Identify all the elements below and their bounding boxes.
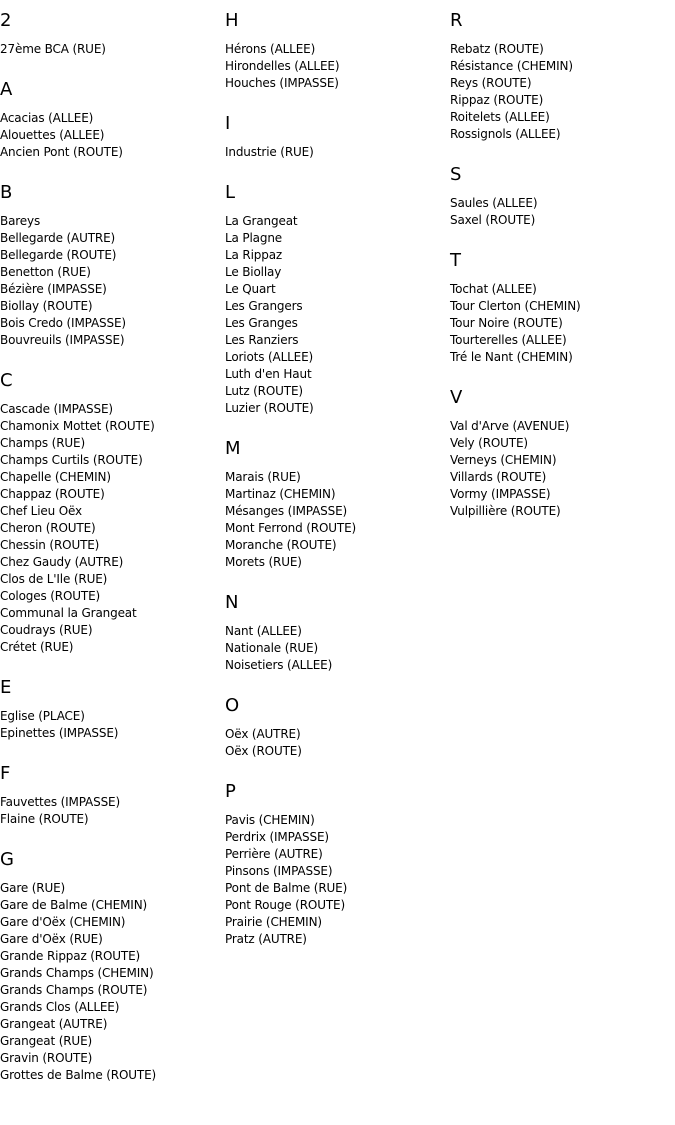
section-letter-heading: M	[225, 438, 241, 459]
street-list	[0, 110, 225, 161]
street-list	[0, 794, 225, 828]
street-list-item: Gare d'Oëx (RUE)	[0, 932, 103, 946]
street-list-item: Les Ranziers	[225, 333, 299, 347]
street-list-item: La Plagne	[225, 231, 283, 245]
section-letter-heading: I	[225, 113, 231, 134]
street-list-item: Vormy (IMPASSE)	[450, 487, 551, 501]
street-list	[225, 213, 450, 417]
street-list-item: Tour Noire (ROUTE)	[450, 316, 563, 330]
letter-section	[0, 763, 225, 828]
street-list-item: Loriots (ALLEE)	[225, 350, 314, 364]
letter-section	[225, 182, 450, 417]
street-list-item: Gravin (ROUTE)	[0, 1051, 93, 1065]
section-letter-heading: E	[0, 677, 12, 698]
street-list-item: Cheron (ROUTE)	[0, 521, 96, 535]
street-list-item: Pont de Balme (RUE)	[225, 881, 348, 895]
letter-section	[450, 164, 675, 229]
street-list-item: Fauvettes (IMPASSE)	[0, 795, 121, 809]
street-list-item: Perdrix (IMPASSE)	[225, 830, 329, 844]
street-list-item: Marais (RUE)	[225, 470, 301, 484]
street-list	[450, 281, 675, 366]
street-list	[225, 623, 450, 674]
street-list-item: Grands Clos (ALLEE)	[0, 1000, 120, 1014]
street-list-item: Nant (ALLEE)	[225, 624, 302, 638]
street-index-column-1	[0, 0, 225, 1105]
street-list-item: Flaine (ROUTE)	[0, 812, 89, 826]
street-list-item: Le Quart	[225, 282, 276, 296]
street-list	[225, 726, 450, 760]
street-list	[450, 418, 675, 520]
street-list-item: Oëx (ROUTE)	[225, 744, 302, 758]
section-letter-heading: S	[450, 164, 462, 185]
letter-section	[225, 695, 450, 760]
street-list-item: Gare d'Oëx (CHEMIN)	[0, 915, 126, 929]
letter-section	[225, 438, 450, 571]
street-list-item: Grande Rippaz (ROUTE)	[0, 949, 141, 963]
street-list-item: Eglise (PLACE)	[0, 709, 85, 723]
letter-section	[0, 10, 225, 58]
street-list-item: Gare (RUE)	[0, 881, 66, 895]
street-list-item: Rebatz (ROUTE)	[450, 42, 544, 56]
letter-section	[225, 113, 450, 161]
street-list	[225, 41, 450, 92]
street-list	[0, 41, 225, 58]
street-list-item: Les Grangers	[225, 299, 303, 313]
street-list-item: Reys (ROUTE)	[450, 76, 532, 90]
letter-section	[450, 250, 675, 366]
street-list-item: Tourterelles (ALLEE)	[450, 333, 567, 347]
street-list	[0, 213, 225, 349]
street-list-item: Epinettes (IMPASSE)	[0, 726, 119, 740]
street-list-item: Chez Gaudy (AUTRE)	[0, 555, 124, 569]
street-list-item: Cascade (IMPASSE)	[0, 402, 113, 416]
street-list	[0, 880, 225, 1084]
street-list-item: Val d'Arve (AVENUE)	[450, 419, 570, 433]
section-letter-heading: H	[225, 10, 239, 31]
letter-section	[0, 370, 225, 656]
street-list-item: Benetton (RUE)	[0, 265, 91, 279]
street-list	[450, 195, 675, 229]
street-list-item: Morets (RUE)	[225, 555, 302, 569]
street-list-item: Tochat (ALLEE)	[450, 282, 537, 296]
street-list-item: Saules (ALLEE)	[450, 196, 538, 210]
street-list-item: Les Granges	[225, 316, 298, 330]
section-letter-heading: G	[0, 849, 14, 870]
street-list-item: Chessin (ROUTE)	[0, 538, 100, 552]
street-list-item: Communal la Grangeat	[0, 606, 137, 620]
street-list	[0, 708, 225, 742]
letter-section	[225, 781, 450, 948]
street-list-item: Luth d'en Haut	[225, 367, 312, 381]
street-list-item: 27ème BCA (RUE)	[0, 42, 106, 56]
section-letter-heading: R	[450, 10, 463, 31]
section-letter-heading: F	[0, 763, 11, 784]
street-list-item: Pinsons (IMPASSE)	[225, 864, 333, 878]
street-list-item: Grangeat (RUE)	[0, 1034, 93, 1048]
letter-section	[450, 387, 675, 520]
letter-section	[225, 10, 450, 92]
street-list-item: Saxel (ROUTE)	[450, 213, 536, 227]
street-list-item: Vulpillière (ROUTE)	[450, 504, 561, 518]
street-list-item: La Grangeat	[225, 214, 298, 228]
street-list-item: Moranche (ROUTE)	[225, 538, 337, 552]
street-list-item: Acacias (ALLEE)	[0, 111, 94, 125]
street-list-item: Grottes de Balme (ROUTE)	[0, 1068, 157, 1082]
street-list-item: La Rippaz	[225, 248, 283, 262]
street-list-item: Champs Curtils (ROUTE)	[0, 453, 143, 467]
street-list	[225, 812, 450, 948]
section-letter-heading: A	[0, 79, 13, 100]
section-letter-heading: O	[225, 695, 240, 716]
street-list-item: Le Biollay	[225, 265, 282, 279]
section-letter-heading: 2	[0, 10, 12, 31]
street-list-item: Martinaz (CHEMIN)	[225, 487, 336, 501]
street-list-item: Ancien Pont (ROUTE)	[0, 145, 123, 159]
street-list	[225, 469, 450, 571]
street-list-item: Lutz (ROUTE)	[225, 384, 303, 398]
street-list-item: Noisetiers (ALLEE)	[225, 658, 333, 672]
street-list-item: Gare de Balme (CHEMIN)	[0, 898, 148, 912]
street-list-item: Grangeat (AUTRE)	[0, 1017, 108, 1031]
street-index-column-3	[450, 0, 675, 541]
street-list-item: Coudrays (RUE)	[0, 623, 93, 637]
street-list-item: Hirondelles (ALLEE)	[225, 59, 340, 73]
section-letter-heading: N	[225, 592, 239, 613]
letter-section	[0, 677, 225, 742]
street-list-item: Chappaz (ROUTE)	[0, 487, 105, 501]
street-list-item: Alouettes (ALLEE)	[0, 128, 105, 142]
street-list-item: Mésanges (IMPASSE)	[225, 504, 348, 518]
section-letter-heading: V	[450, 387, 463, 408]
street-list-item: Bellegarde (AUTRE)	[0, 231, 116, 245]
section-letter-heading: T	[450, 250, 461, 271]
letter-section	[0, 849, 225, 1084]
street-list	[0, 401, 225, 656]
street-list-item: Bouvreuils (IMPASSE)	[0, 333, 125, 347]
street-list-item: Résistance (CHEMIN)	[450, 59, 573, 73]
letter-section	[225, 592, 450, 674]
street-list-item: Bareys	[0, 214, 41, 228]
street-list-item: Crétet (RUE)	[0, 640, 74, 654]
street-list-item: Houches (IMPASSE)	[225, 76, 339, 90]
letter-section	[0, 79, 225, 161]
street-list-item: Chamonix Mottet (ROUTE)	[0, 419, 155, 433]
street-list-item: Grands Champs (CHEMIN)	[0, 966, 154, 980]
section-letter-heading: C	[0, 370, 13, 391]
street-list-item: Chef Lieu Oëx	[0, 504, 82, 518]
letter-section	[0, 182, 225, 349]
street-index-column-2	[225, 0, 450, 969]
street-list-item: Rossignols (ALLEE)	[450, 127, 561, 141]
street-list-item: Tour Clerton (CHEMIN)	[450, 299, 581, 313]
street-list-item: Pont Rouge (ROUTE)	[225, 898, 345, 912]
street-list	[225, 144, 450, 161]
section-letter-heading: P	[225, 781, 236, 802]
street-list-item: Champs (RUE)	[0, 436, 85, 450]
street-list-item: Industrie (RUE)	[225, 145, 314, 159]
street-list-item: Verneys (CHEMIN)	[450, 453, 557, 467]
street-list-item: Perrière (AUTRE)	[225, 847, 323, 861]
street-list-item: Pratz (AUTRE)	[225, 932, 307, 946]
street-list-item: Biollay (ROUTE)	[0, 299, 93, 313]
street-list-item: Nationale (RUE)	[225, 641, 319, 655]
street-list-item: Bézière (IMPASSE)	[0, 282, 107, 296]
street-list-item: Bois Credo (IMPASSE)	[0, 316, 126, 330]
street-list-item: Roitelets (ALLEE)	[450, 110, 550, 124]
street-list-item: Clos de L'Ile (RUE)	[0, 572, 108, 586]
street-list-item: Villards (ROUTE)	[450, 470, 547, 484]
street-list-item: Luzier (ROUTE)	[225, 401, 314, 415]
street-list-item: Chapelle (CHEMIN)	[0, 470, 111, 484]
street-list-item: Cologes (ROUTE)	[0, 589, 101, 603]
street-list-item: Rippaz (ROUTE)	[450, 93, 544, 107]
street-list-item: Oëx (AUTRE)	[225, 727, 301, 741]
street-list-item: Mont Ferrond (ROUTE)	[225, 521, 357, 535]
street-list-item: Pavis (CHEMIN)	[225, 813, 315, 827]
street-list-item: Tré le Nant (CHEMIN)	[450, 350, 573, 364]
street-list-item: Bellegarde (ROUTE)	[0, 248, 117, 262]
section-letter-heading: B	[0, 182, 13, 203]
street-list-item: Grands Champs (ROUTE)	[0, 983, 148, 997]
section-letter-heading: L	[225, 182, 236, 203]
street-list-item: Vely (ROUTE)	[450, 436, 528, 450]
street-list-item: Prairie (CHEMIN)	[225, 915, 322, 929]
street-list-item: Hérons (ALLEE)	[225, 42, 316, 56]
letter-section	[450, 10, 675, 143]
street-list	[450, 41, 675, 143]
